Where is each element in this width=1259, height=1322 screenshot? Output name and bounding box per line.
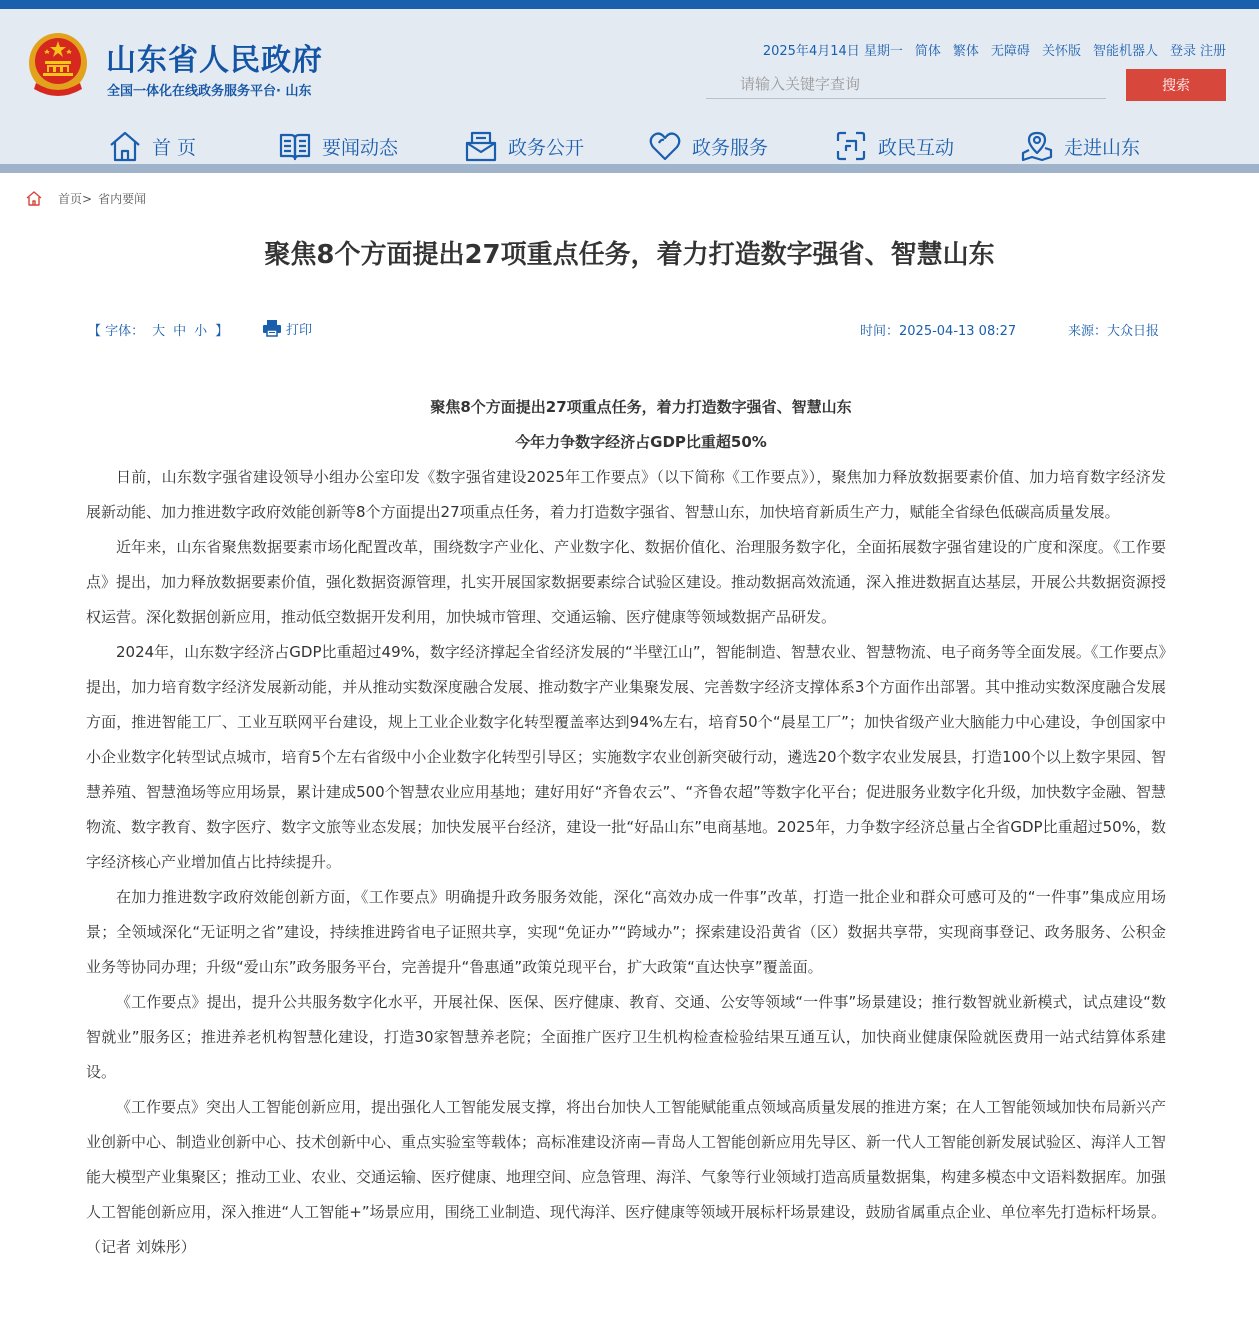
nav-item-gov-open[interactable] <box>464 129 584 163</box>
nav-label-home: 首 页 <box>152 136 197 159</box>
font-size-small[interactable]: 小 <box>194 324 208 339</box>
breadcrumb <box>26 190 146 207</box>
location-icon <box>1020 129 1054 163</box>
link-smart-robot[interactable]: 智能机器人 <box>1092 44 1158 59</box>
link-register[interactable]: 注册 <box>1199 44 1226 59</box>
site-header <box>0 9 1259 164</box>
link-traditional[interactable]: 繁体 <box>952 44 979 59</box>
article-heading: 聚焦8个方面提出27项重点任务，着力打造数字强省、智慧山东 <box>430 398 852 416</box>
font-size-control <box>88 320 228 339</box>
inbox-icon <box>464 129 498 163</box>
nav-label-gov-open: 政务公开 <box>508 136 585 159</box>
font-size-large[interactable]: 大 <box>152 324 166 339</box>
article-source: 来源：大众日报 <box>1068 324 1160 339</box>
nav-item-shandong[interactable] <box>1020 129 1140 163</box>
nav-item-interaction[interactable] <box>834 129 954 163</box>
search-button[interactable]: 搜索 <box>1126 69 1226 101</box>
interaction-icon <box>834 129 868 163</box>
font-size-close: 】 <box>215 324 229 339</box>
nav-label-gov-service: 政务服务 <box>692 136 769 159</box>
article-subheading: 今年力争数字经济占GDP比重超50% <box>515 433 767 451</box>
nav-item-gov-service[interactable] <box>648 129 768 163</box>
heart-icon <box>648 129 682 163</box>
font-size-medium[interactable]: 中 <box>173 324 187 339</box>
article-paragraph: 《工作要点》突出人工智能创新应用，提出强化人工智能发展支撑，将出台加快人工智能赋能重点领域高质量发展的推进方案；在人工智能领域加快布局新兴产业创新中心、制造业创新中心、技术创新中心、重点实验室等载体；高标准建设济南—青岛人工智能创新应用先导区、新一代人工智能创新发展试验区、海洋人工智能大模型产业集聚区；推动工业、农业、交通运输、医疗健康、地理空间、应急管理、海洋、气象等行业领域打造高质量数据集，构建多模态中文语料数据库。加强人工智能创新应用，深入推进“人工智能+”场景应用，围绕工业制造、现代海洋、医疗健康等领域开展标杆场景建设，鼓励省属重点企业、单位率先打造标杆场景。（记者 刘姝彤） <box>86 1098 1167 1256</box>
nav-item-home[interactable] <box>108 129 196 163</box>
article-paragraph: 2024年，山东数字经济占GDP比重超过49%，数字经济撑起全省经济发展的“半壁江山”，智能制造、智慧农业、智慧物流、电子商务等全面发展。《工作要点》提出，加力培育数字经济发展新动能，并从推动实数深度融合发展、推动数字产业集聚发展、完善数字经济支撑体系3个方面作出部署。其中推动实数深度融合发展方面，推进智能工厂、工业互联网平台建设，规上工业企业数字化转型覆盖率达到94%左右，培育50个“晨星工厂”；加快省级产业大脑能力中心建设，争创国家中小企业数字化转型试点城市，培育5个左右省级中小企业数字化转型引导区；实施数字农业创新突破行动，遴选20个数字农业发展县，打造100个以上数字果园、智慧养殖、智慧渔场等应用场景，累计建成500个智慧农业应用基地；建好用好“齐鲁农云”、“齐鲁农超”等数字化平台；促进服务业数字化升级，加快数字金融、智慧物流、数字教育、数字医疗、数字文旅等业态发展；加快发展平台经济，建设一批“好品山东”电商基地。2025年，力争数字经济总量占全省GDP比重超过50%，数字经济核心产业增加值占比持续提升。 <box>86 643 1166 871</box>
nav-item-news[interactable] <box>278 129 398 163</box>
breadcrumb-current[interactable]: 省内要闻 <box>98 192 147 206</box>
site-title[interactable]: 山东省人民政府 <box>106 43 323 78</box>
printer-icon <box>262 318 282 338</box>
publish-time: 时间：2025-04-13 08:27 <box>860 324 1017 339</box>
link-simplified[interactable]: 简体 <box>914 44 941 59</box>
article-body <box>86 390 1166 1265</box>
home-icon[interactable] <box>26 191 42 206</box>
nav-label-news: 要闻动态 <box>322 136 399 159</box>
article-paragraph: 日前，山东数字强省建设领导小组办公室印发《数字强省建设2025年工作要点》（以下简称《工作要点》），聚焦加力释放数据要素价值、加力培育数字经济发展新动能、加力推进数字政府效能创新等8个方面提出27项重点任务，着力打造数字强省、智慧山东，加快培育新质生产力，赋能全省绿色低碳高质量发展。 <box>86 468 1166 521</box>
article-paragraph: 在加力推进数字政府效能创新方面，《工作要点》明确提升政务服务效能，深化“高效办成一件事”改革，打造一批企业和群众可感可及的“一件事”集成应用场景；全领域深化“无证明之省”建设，持续推进跨省电子证照共享，实现“免证办”“跨域办”；探索建设沿黄省（区）数据共享带，实现商事登记、政务服务、公积金业务等协同办理；升级“爱山东”政务服务平台，完善提升“鲁惠通”政策兑现平台，扩大政策“直达快享”覆盖面。 <box>86 888 1166 976</box>
print-button[interactable] <box>262 318 312 338</box>
article-title: 聚焦8个方面提出27项重点任务，着力打造数字强省、智慧山东 <box>264 240 995 270</box>
current-date: 2025年4月14日 星期一 <box>762 44 903 59</box>
article-paragraph: 近年来，山东省聚焦数据要素市场化配置改革，围绕数字产业化、产业数字化、数据价值化、治理服务数字化，全面拓展数字强省建设的广度和深度。《工作要点》提出，加力释放数据要素价值，强化数据资源管理，扎实开展国家数据要素综合试验区建设。推动数据高效流通，深入推进数据直达基层，开展公共数据资源授权运营。深化数据创新应用，推动低空数据开发利用，加快城市管理、交通运输、医疗健康等领域数据产品研发。 <box>86 538 1167 626</box>
national-emblem-icon[interactable] <box>28 31 88 99</box>
link-login[interactable]: 登录 <box>1169 44 1196 59</box>
breadcrumb-home[interactable]: 首页> <box>58 192 93 206</box>
top-accent-bar <box>0 0 1259 9</box>
top-links <box>763 40 1226 59</box>
search-input[interactable] <box>706 69 1106 99</box>
font-size-label: 【 字体： <box>88 324 145 339</box>
link-care-version[interactable]: 关怀版 <box>1041 44 1081 59</box>
article-paragraph: 《工作要点》提出，提升公共服务数字化水平，开展社保、医保、医疗健康、教育、交通、公安等领域“一件事”场景建设；推行数智就业新模式，试点建设“数智就业”服务区；推进养老机构智慧化建设，打造30家智慧养老院；全面推广医疗卫生机构检查检验结果互通互认，加快商业健康保险就医费用一站式结算体系建设。 <box>86 993 1166 1081</box>
book-icon <box>278 129 312 163</box>
print-label: 打印 <box>286 322 313 338</box>
link-accessibility[interactable]: 无障碍 <box>990 44 1030 59</box>
site-subtitle: 全国一体化在线政务服务平台· 山东 <box>107 84 312 99</box>
home-icon <box>108 129 142 163</box>
nav-label-shandong: 走进山东 <box>1064 136 1141 159</box>
main-nav <box>0 117 1259 177</box>
nav-label-interaction: 政民互动 <box>878 136 955 159</box>
